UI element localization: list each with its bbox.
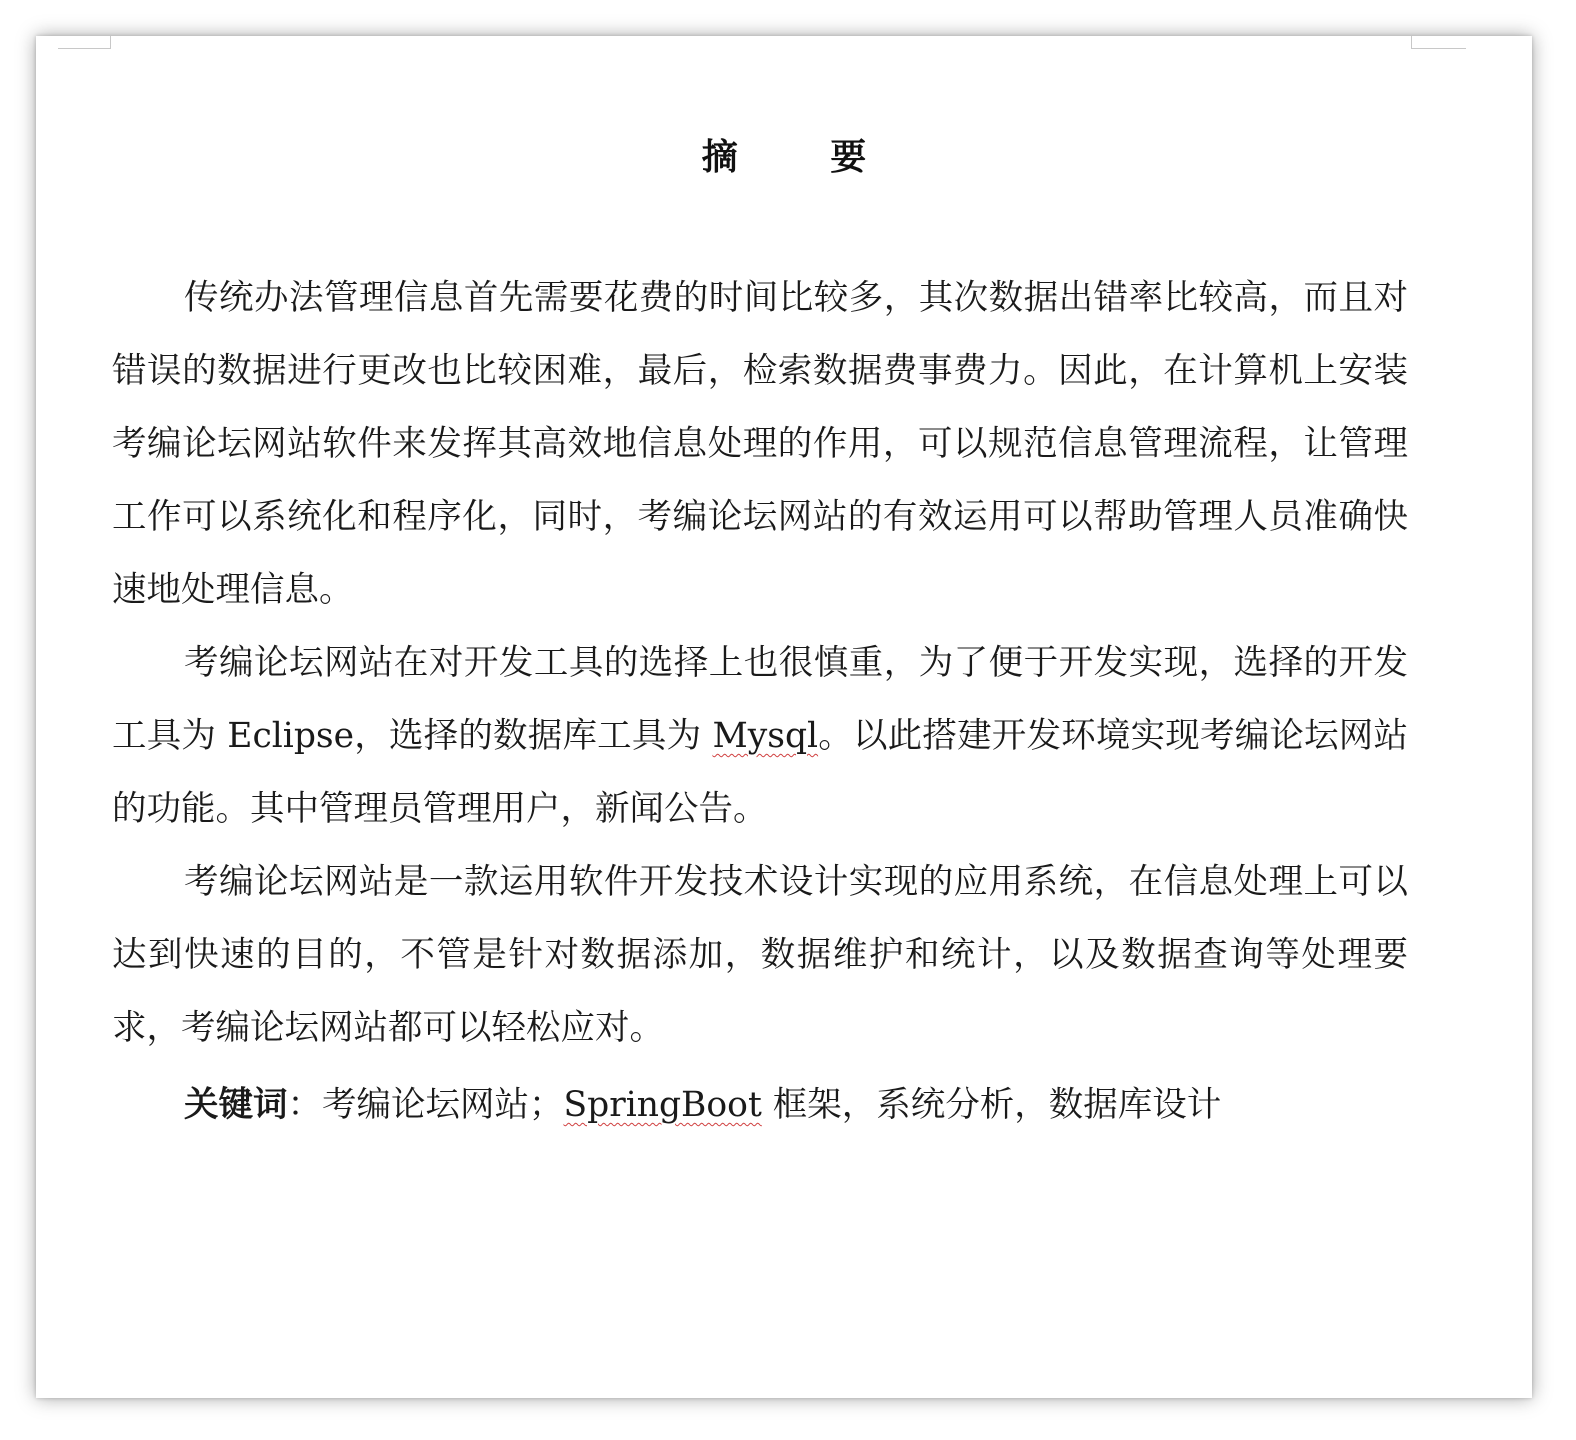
crop-mark-top-left xyxy=(58,36,111,49)
keywords-label: 关键词 xyxy=(184,1085,288,1125)
abstract-body xyxy=(112,262,1408,1142)
abstract-paragraph-2 xyxy=(112,627,1408,846)
paragraph-2-text-start: 考编论坛网站在对开发工具的选择上也很慎重，为了便于开发实现，选择的开发工具为 Eclipse，选择的数据库工具为 xyxy=(112,643,1408,756)
keywords-separator: ： xyxy=(287,1085,322,1125)
abstract-paragraph-3: 考编论坛网站是一款运用软件开发技术设计实现的应用系统，在信息处理上可以达到快速的目的，不管是针对数据添加，数据维护和统计，以及数据查询等处理要求，考编论坛网站都可以轻松应对。 xyxy=(112,862,1408,1048)
crop-mark-top-right xyxy=(1411,36,1466,49)
spellcheck-term-springboot: SpringBoot xyxy=(563,1085,762,1125)
document-page xyxy=(36,36,1532,1398)
paragraph-2-text-end: 。以此搭建开发环境实现考编论坛网站的功能。其中管理员管理用户，新闻公告。 xyxy=(112,716,1408,829)
abstract-title: 摘 要 xyxy=(701,137,907,178)
keywords-line xyxy=(112,1069,1408,1142)
spellcheck-term-mysql: Mysql xyxy=(712,716,819,756)
abstract-paragraph-1: 传统办法管理信息首先需要花费的时间比较多，其次数据出错率比较高，而且对错误的数据进行更改也比较困难，最后，检索数据费事费力。因此，在计算机上安装考编论坛网站软件来发挥其高效地信息处理的作用，可以规范信息管理流程，让管理工作可以系统化和程序化，同时，考编论坛网站的有效运用可以帮助管理人员准确快速地处理信息。 xyxy=(112,278,1408,610)
keywords-text-start: 考编论坛网站； xyxy=(322,1085,564,1125)
keywords-text-end: 框架，系统分析，数据库设计 xyxy=(761,1085,1222,1125)
